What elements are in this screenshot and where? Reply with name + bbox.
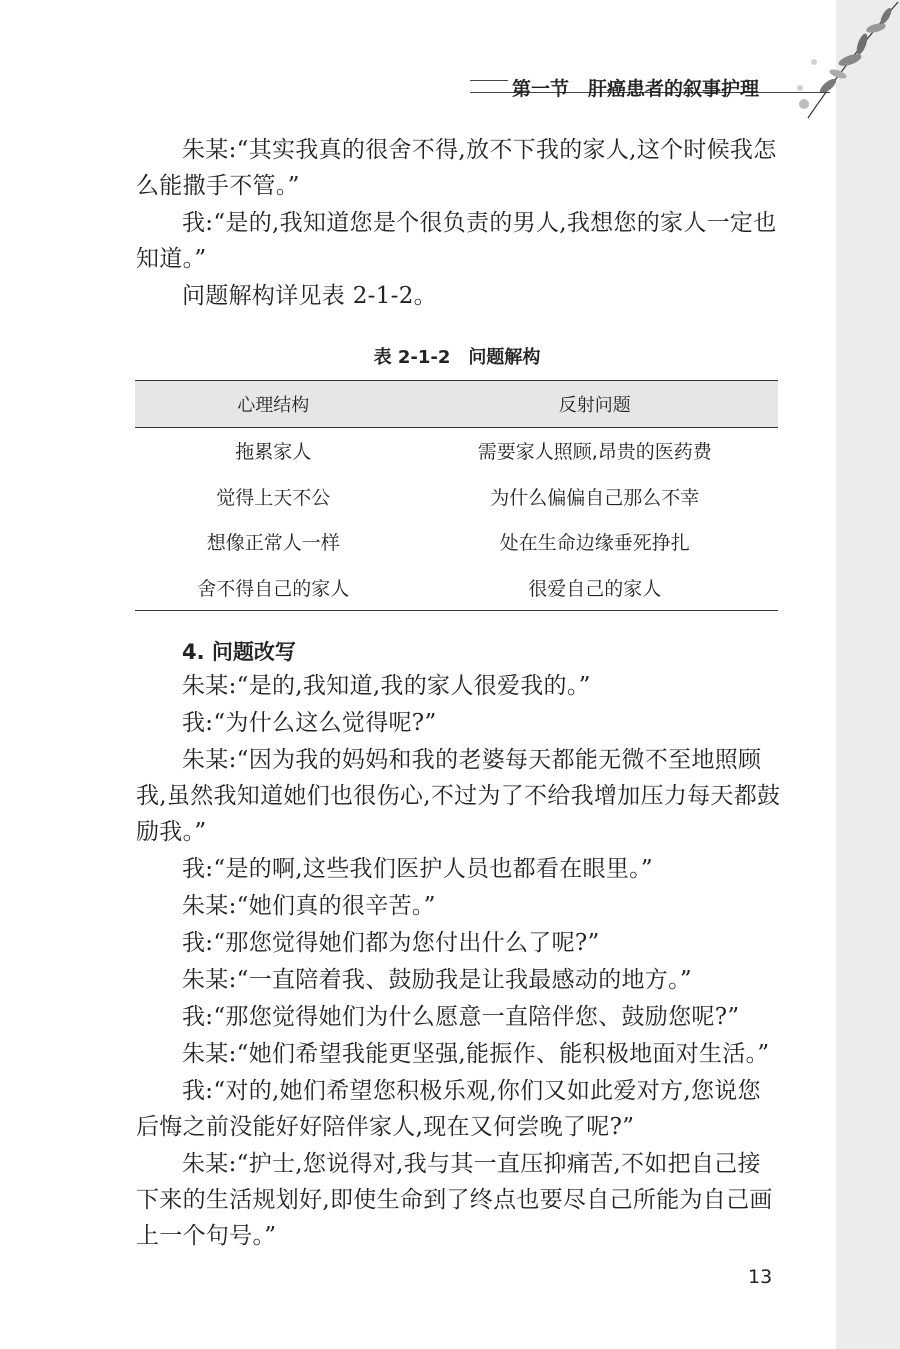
table-header-row — [135, 381, 778, 428]
table-header-cell: 反射问题 — [411, 381, 778, 428]
page-number: 13 — [748, 1266, 773, 1288]
table-cell: 为什么偏偏自己那么不幸 — [490, 486, 700, 509]
paragraph: 朱某:“她们希望我能更坚强,能振作、能积极地面对生活。” — [182, 1041, 770, 1067]
paragraph: 朱某:“其实我真的很舍不得,放不下我的家人,这个时候我怎么能撒手不管。” — [136, 137, 777, 199]
table-header-cell: 心理结构 — [135, 381, 411, 428]
table-row — [135, 428, 778, 474]
table-caption: 表 2-1-2 问题解构 — [373, 347, 541, 368]
paragraph: 朱某:“一直陪着我、鼓励我是让我最感动的地方。” — [182, 967, 692, 993]
paragraph: 朱某:“护士,您说得对,我与其一直压抑痛苦,不如把自己接下来的生活规划好,即使生命到了终点也要尽自己所能为自己画上一个句号。” — [136, 1151, 773, 1249]
section-heading: 4. 问题改写 — [182, 640, 296, 664]
running-header-title: 第一节 肝癌患者的叙事护理 — [512, 78, 760, 100]
table-cell: 需要家人照顾,昂贵的医药费 — [477, 441, 712, 464]
branch-leaves-decoration — [790, 0, 900, 120]
table-cell: 拖累家人 — [235, 441, 312, 464]
table-row — [135, 474, 778, 520]
paragraph: 我:“是的啊,这些我们医护人员也都看在眼里。” — [182, 856, 653, 882]
paragraph: 朱某:“因为我的妈妈和我的老婆每天都能无微不至地照顾我,虽然我知道她们也很伤心,不过为了不给我增加压力每天都鼓励我。” — [136, 747, 781, 845]
problem-deconstruction-table — [135, 380, 778, 611]
table-row — [135, 565, 778, 611]
paragraph: 我:“那您觉得她们为什么愿意一直陪伴您、鼓励您呢?” — [182, 1004, 740, 1030]
page-side-strip — [836, 0, 900, 1349]
paragraph: 我:“是的,我知道您是个很负责的男人,我想您的家人一定也知道。” — [136, 210, 777, 272]
paragraph: 我:“对的,她们希望您积极乐观,你们又如此爱对方,您说您后悔之前没能好好陪伴家人,现在又何尝晚了呢?” — [136, 1078, 761, 1140]
table-cell: 很爱自己的家人 — [411, 565, 778, 611]
paragraph: 朱某:“她们真的很辛苦。” — [182, 893, 436, 919]
paragraph: 我:“那您觉得她们都为您付出什么了呢?” — [182, 930, 600, 956]
paragraph: 我:“为什么这么觉得呢?” — [182, 710, 437, 736]
body-text-bottom — [136, 668, 781, 1255]
table-cell: 想像正常人一样 — [206, 532, 340, 555]
paragraph: 问题解构详见表 2-1-2。 — [182, 283, 437, 309]
body-text-top — [136, 132, 781, 315]
table-cell: 舍不得自己的家人 — [135, 565, 411, 611]
header-dash-line — [470, 80, 508, 81]
table-cell: 觉得上天不公 — [216, 486, 331, 509]
table-row — [135, 519, 778, 565]
paragraph: 朱某:“是的,我知道,我的家人很爱我的。” — [182, 673, 591, 699]
table-cell: 处在生命边缘垂死挣扎 — [499, 532, 690, 555]
